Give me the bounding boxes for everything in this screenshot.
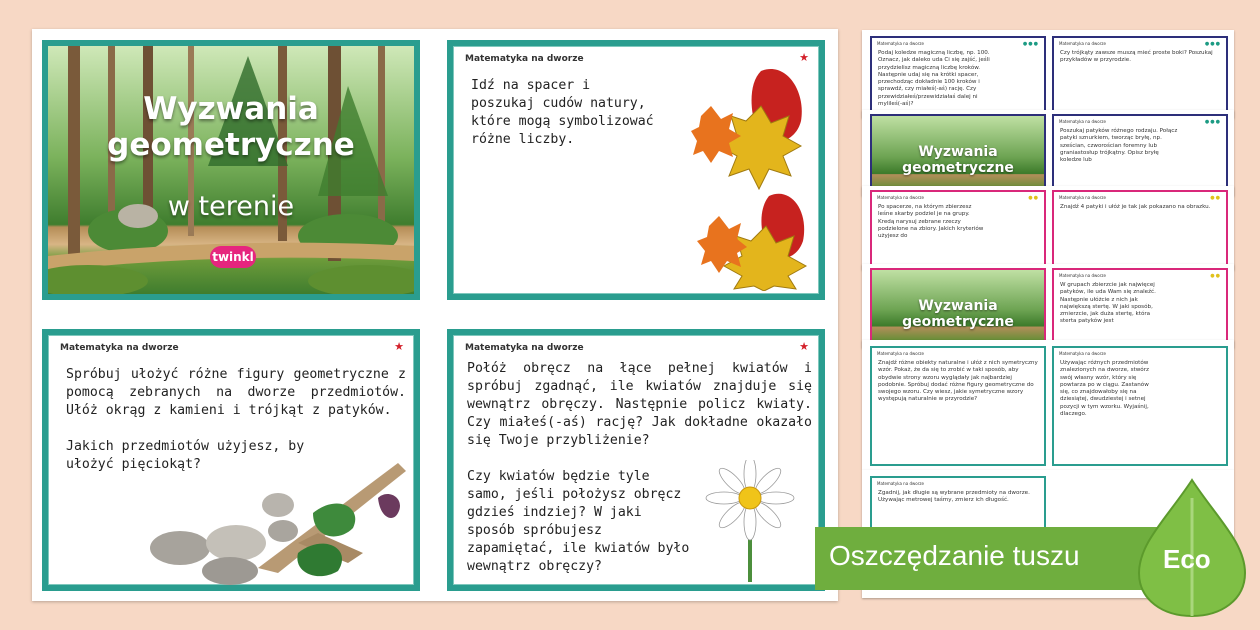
thumbnail-text: W grupach zbierzcie jak najwięcej patyków, ile uda Wam się znaleźć. Następnie ułóżcie z nich jak największą stertę. W jaki sposób, zmierzcie, jak duża stertę, która sterta patyków jest: [1060, 282, 1156, 325]
cover-title: [48, 91, 414, 163]
thumbnail-page-2: Wyzwania geometryczne Matematyka na dworze ●●● Poszukaj patyków różnego rodzaju. Połącz patyki sznurkiem, tworząc bryłę, np. sześcian, czworościan foremny lub graniastosłup trójkątny. Opisz bryłę koledze lub: [862, 110, 1234, 196]
thumbnail-page-4: Wyzwania geometryczne Matematyka na dworze ●● W grupach zbierzcie jak najwięcej patyków, ile uda Wam się znaleźć. Następnie ułóżcie z nich jak największą stertę. W jaki sposób, zmierzcie, jak duża stertę, która sterta patyków jest: [862, 264, 1234, 348]
thumbnail-text: Znajdź różne obiekty naturalne i ułóż z nich symetryczny wzór. Pokaż, że da się to zrobić w taki sposób, aby obydwie strony wzoru wyglądały jak najbardziej podobnie. Spróbuj dodać różne figury geometryczne do swojego wzoru. Czy wiesz, jakie symetryczne wzory występują naturalnie w przyrodzie?: [878, 360, 1038, 403]
cover-title-line2: geometryczne: [107, 127, 355, 163]
stones-and-stick-illustration: [148, 453, 418, 587]
eco-label: Eco: [1163, 544, 1211, 574]
thumbnail-page-3: Matematyka na dworze ●● Po spacerze, na którym zbierzesz leśne skarby podziel je na grupy. Kredą narysuj zebrane rzeczy podzielone na zbiory. Jakich kryteriów użyjesz do Matematyka na dworze ●● Znajdź 4 patyki i ułóż je tak jak pokazano na obrazku.: [862, 186, 1234, 270]
thumbnail-text: Czy trójkąty zawsze muszą mieć proste boki? Poszukaj przykładów w przyrodzie.: [1060, 50, 1213, 64]
cover-card: [42, 40, 420, 300]
star-icon: ★: [394, 340, 404, 353]
thumbnail-text: Po spacerze, na którym zbierzesz leśne skarby podziel je na grupy. Kredą narysuj zebrane rzeczy podzielone na zbiory. Jakich kryteriów użyjesz do: [878, 204, 984, 240]
card-nature-numbers: [447, 40, 825, 300]
cover-subtitle: w terenie: [167, 191, 295, 222]
thumbnail-text: Podaj koledze magiczną liczbę, np. 100. Oznacz, jak daleko uda Ci się zajść, jeśli przydzielisz magiczną liczbę kroków. Następnie udaj się na krótki spacer, przechodząc dokładnie 100 kroków i sprawdź, czy miałeś(-aś) rację. Czy przewidziałeś/przewidziałaś dalej ni mylileś(-aś)?: [878, 50, 990, 108]
thumbnail-text: Zgadnij, jak długie są wybrane przedmioty na dworze. Używając metrowej taśmy, zmierz ich długość.: [878, 490, 1030, 504]
thumbnail-text: Używając różnych przedmiotów znalezionych na dworze, stwórz swój własny wzór, który się powtarza po w ciągu. Zastanów się, co znajdowałoby się na dziesiątej, dwudziestej i setnej pozycji w tym wzorku. Wyjaśnij, dlaczego.: [1060, 360, 1149, 418]
thumbnail-text: Znajdź 4 patyki i ułóż je tak jak pokazano na obrazku.: [1060, 204, 1211, 210]
twinkl-logo: twinkl: [210, 246, 256, 268]
card-paragraph-1: Spróbuj ułożyć różne figury geometryczne z pomocą zebranych na dworze przedmiotów. Ułóż okrąg z kamieni i trójkąt z patyków.: [66, 367, 406, 418]
card-paragraph-1: Połóż obręcz na łące pełnej kwiatów i spróbuj zgadnąć, ile kwiatów znajduje się wewnątrz obręczy. Następnie policz kwiaty. Czy miałeś(-aś) rację? Jak dokładne okazało się Twoje przybliżenie?: [467, 361, 812, 448]
thumbnail-page-6: Matematyka na dworze Zgadnij, jak długie są wybrane przedmioty na dworze. Używając metrowej taśmy, zmierz ich długość.: [862, 470, 1234, 598]
activity-cards-sheet: [32, 29, 838, 601]
card-geometric-shapes: [42, 329, 420, 591]
daisy-illustration: [691, 460, 809, 585]
autumn-leaves-illustration: [691, 61, 816, 291]
star-icon: ★: [799, 51, 809, 64]
cover-title-line1: Wyzwania: [143, 91, 319, 127]
eco-banner-text: Oszczędzanie tuszu: [829, 540, 1080, 571]
thumbnail-text: Poszukaj patyków różnego rodzaju. Połącz patyki sznurkiem, tworząc bryłę, np. sześcian, czworościan foremny lub graniastosłup trójkątny. Opisz bryłę koledze lub: [1060, 128, 1178, 164]
thumbnail-page-1: Matematyka na dworze ●●● Podaj koledze magiczną liczbę, np. 100. Oznacz, jak daleko uda Ci się zajść, jeśli przydzielisz magiczną liczbę kroków. Następnie udaj się na krótki spacer, przechodząc dokładnie 100 kroków i sprawdź, czy miałeś(-aś) rację. Czy przewidziałeś/przewidziałaś dalej ni mylileś(-aś)? Matematyka na dworze ●●● Czy trójkąty zawsze muszą mieć proste boki? Poszukaj przykładów w przyrodzie.: [862, 30, 1234, 118]
card-paragraph-2: Jakich przedmiotów użyjesz, by ułożyć pięciokąt?: [66, 439, 305, 472]
card-header: Matematyka na dworze: [465, 343, 584, 353]
star-icon: ★: [799, 340, 809, 353]
card-paragraph-2: Czy kwiatów będzie tyle samo, jeśli położysz obręcz gdzieś indziej? W jaki sposób spróbujesz zapamiętać, ile kwiatów było wewnątrz obręczy?: [467, 469, 690, 574]
card-header: Matematyka na dworze: [465, 54, 584, 64]
card-flower-count: [447, 329, 825, 591]
card-header: Matematyka na dworze: [60, 343, 179, 353]
forest-illustration: [48, 46, 414, 294]
card-text: Idź na spacer i poszukaj cudów natury, które mogą symbolizować różne liczby.: [471, 78, 654, 147]
thumbnail-page-5: Matematyka na dworze Znajdź różne obiekty naturalne i ułóż z nich symetryczny wzór. Pokaż, że da się to zrobić w taki sposób, aby obydwie strony wzoru wyglądały jak najbardziej podobnie. Spróbuj dodać różne figury geometryczne do swojego wzoru. Czy wiesz, jakie symetryczne wzory występują naturalnie w przyrodzie? Matematyka na dworze Używając różnych przedmiotów znalezionych na dworze, stwórz swój własny wzór, który się powtarza po w ciągu. Zastanów się, co znajdowałoby się na dziesiątej, dwudziestej i setnej pozycji w tym wzorku. Wyjaśnij, dlaczego.: [862, 340, 1234, 470]
